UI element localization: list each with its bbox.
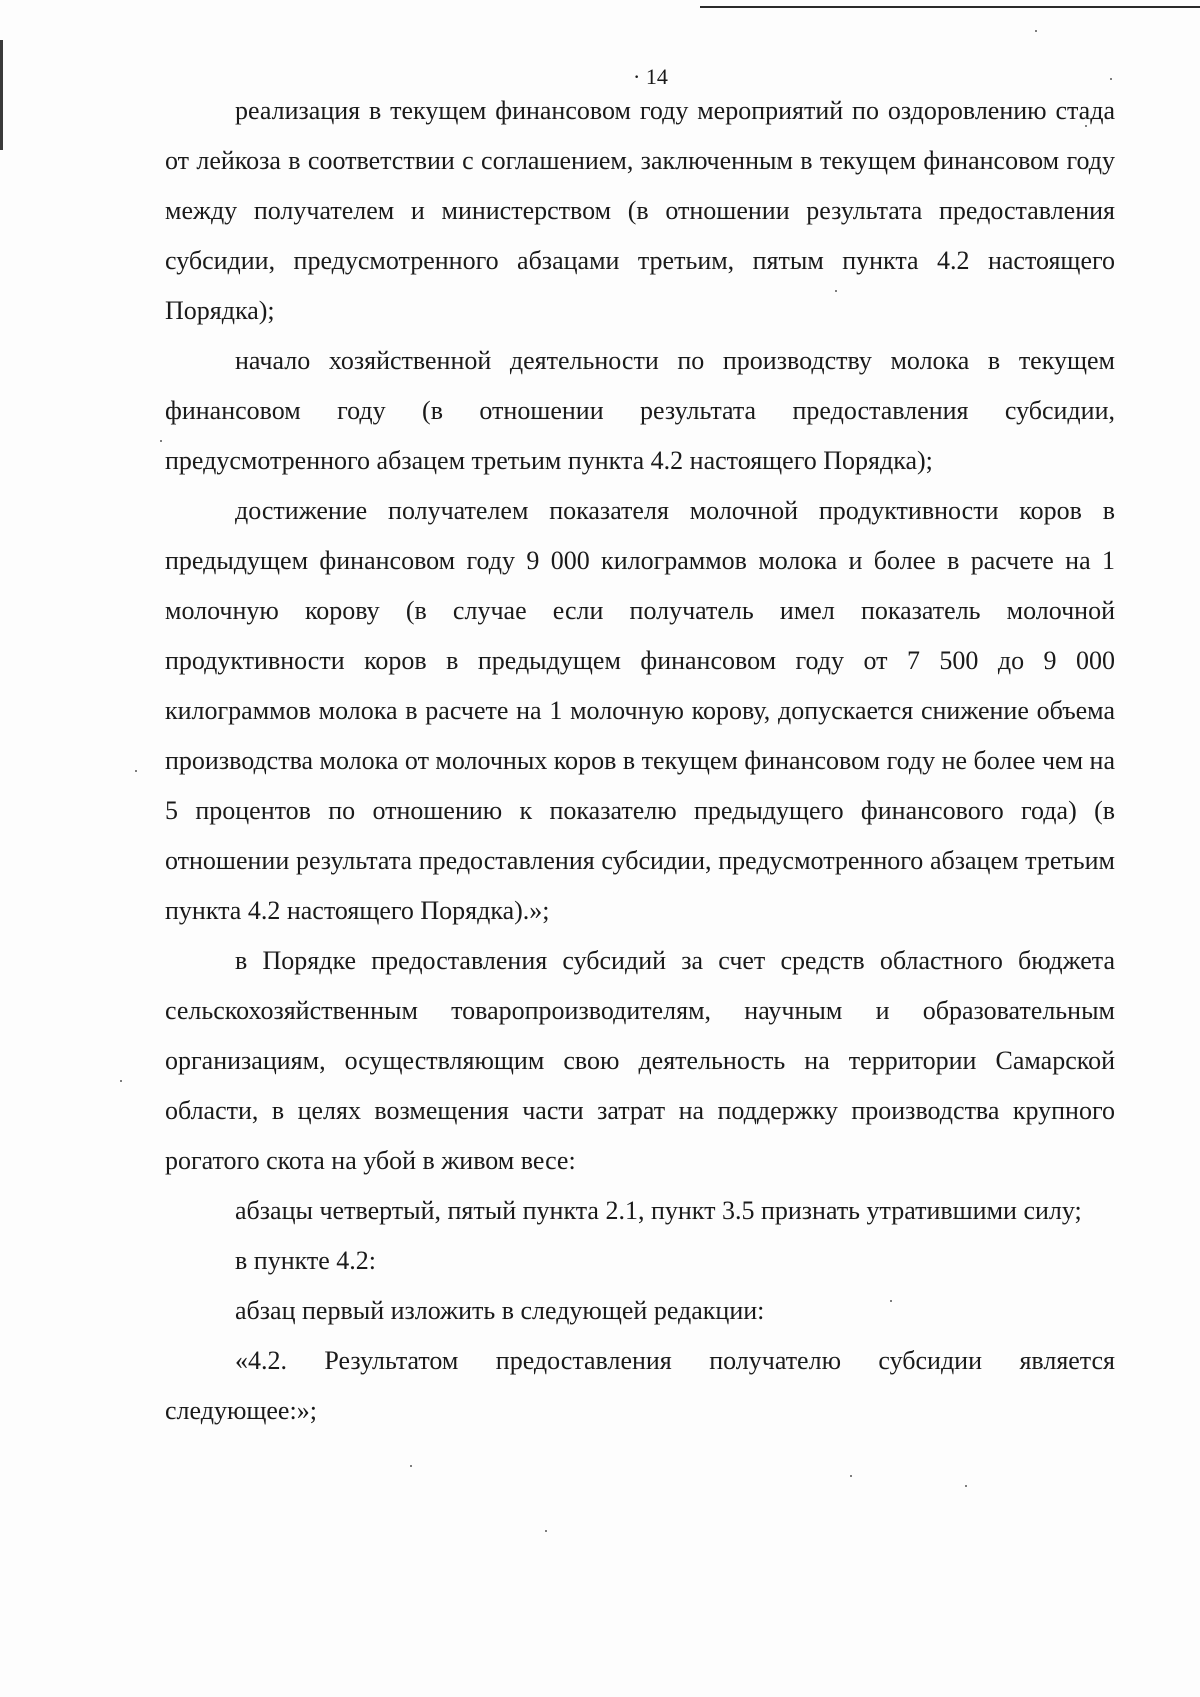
- scan-speck: [1085, 125, 1087, 127]
- paragraph-leukosis-result: реализация в текущем финансовом году мероприятий по оздоровлению стада от лейкоза в соответствии с соглашением, заключенным в текущем финансовом году между получателем и министерством (в отношении результата предоставления субсидии, предусмотренного абзацами третьим, пятым пункта 4.2 настоящего Порядка);: [165, 96, 1115, 325]
- scan-speck: [965, 1485, 967, 1487]
- scan-speck: [160, 440, 162, 442]
- scan-speck: [890, 1300, 892, 1302]
- paragraph-milk-production-start: начало хозяйственной деятельности по производству молока в текущем финансовом году (в отношении результата предоставления субсидии, предусмотренного абзацем третьим пункта 4.2 настоящего Порядка);: [165, 346, 1115, 475]
- scan-edge-mark: [0, 40, 3, 150]
- scan-speck: [120, 1080, 122, 1082]
- page-number: · 14: [633, 64, 668, 89]
- scan-speck: [135, 770, 137, 772]
- top-border-line: [700, 6, 1200, 8]
- paragraph-milk-productivity: достижение получателем показателя молочной продуктивности коров в предыдущем финансовом году 9 000 килограммов молока и более в расчете на 1 молочную корову (в случае если получатель имел показатель молочной продуктивности коров в предыдущем финансовом году от 7 500 до 9 000 килограммов молока в расчете на 1 молочную корову, допускается снижение объема производства молока от молочных коров в текущем финансовом году не более чем на 5 процентов по отношению к показателю предыдущего финансового года) (в отношении результата предоставления субсидии, предусмотренного абзацем третьим пункта 4.2 настоящего Порядка).»;: [165, 496, 1115, 925]
- scan-speck: [850, 1475, 852, 1477]
- scan-speck: [1035, 30, 1037, 32]
- scan-speck: [545, 1530, 547, 1532]
- paragraph-clause-4-2: в пункте 4.2:: [235, 1246, 377, 1275]
- scan-speck: [410, 1465, 412, 1467]
- paragraph-repeal-clauses: абзацы четвертый, пятый пункта 2.1, пункт 3.5 признать утратившими силу;: [235, 1196, 1082, 1225]
- scan-speck: [1110, 78, 1112, 80]
- paragraph-cattle-subsidy-order: в Порядке предоставления субсидий за счет средств областного бюджета сельскохозяйственным товаропроизводителям, научным и образовательным организациям, осуществляющим свою деятельность на территории Самарской области, в целях возмещения части затрат на поддержку производства крупного рогатого скота на убой в живом весе:: [165, 946, 1115, 1175]
- paragraph-first-abzac: абзац первый изложить в следующей редакции:: [235, 1296, 765, 1325]
- document-body: [165, 86, 1115, 1436]
- paragraph-new-wording: «4.2. Результатом предоставления получателю субсидии является следующее:»;: [165, 1346, 1115, 1425]
- scan-speck: [835, 290, 837, 292]
